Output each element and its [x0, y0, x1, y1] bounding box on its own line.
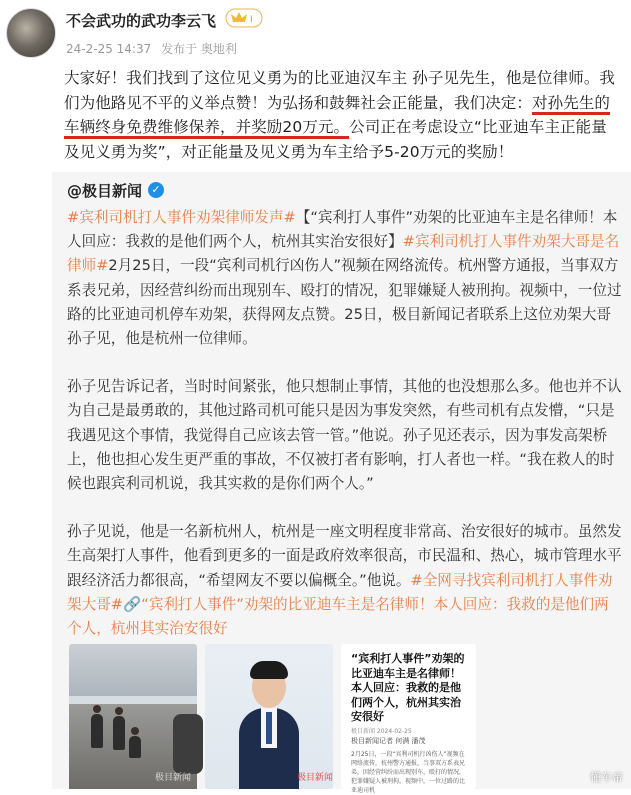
car [173, 714, 203, 774]
highlighted-text: 对孙先生的车辆终身免费维修保养，并奖励20万元。 [64, 94, 610, 140]
person-figure [113, 716, 125, 750]
repost-text-segment: 【“宾利打人事件”劝架的比亚迪车主是名律师！本人回应：我救的是他们两个人，杭州其实治安很好】 [67, 209, 618, 251]
repost-card[interactable] [52, 172, 631, 794]
repost-author[interactable]: @极目新闻 [67, 182, 143, 200]
repost-paragraph-2: 孙子见告诉记者，当时时间紧张，他只想制止事情，其他的也没想那么多。他也并不认为自己是最勇敢的，其他过路司机可能只是因为事发突然，有些司机有点发懵，“只是我遇见这个事情，我觉得自己应该去管一管。”他说。孙子见还表示，因为事发高架桥上，他也担心发生更严重的事故，不仅被打者有影响，打人者也一样。“我在救人的时候也跟宾利司机说，我其实救的是你们两个人。” [67, 378, 622, 493]
image-watermark: 极目新闻 [155, 773, 192, 783]
post-text-before: 大家好！我们找到了这位见义勇为的比亚迪汉车主 孙子见先生，他是位律师。我们为他路见不平的义举点赞！为弘扬和鼓舞社会正能量，我们决定： [64, 69, 616, 112]
hashtag-link[interactable]: #宾利司机打人事件劝架大哥是名律师# [67, 233, 620, 275]
image-watermark: 极目新闻 [297, 773, 334, 783]
corner-watermark: 懂车帝 [590, 771, 623, 784]
article-byline: 极目新闻记者 何满 潘茂 [351, 737, 426, 745]
article-screenshot-image[interactable] [341, 644, 476, 794]
post-body [64, 66, 616, 164]
article-meta: 极目新闻 2024-02-25 [351, 728, 412, 735]
post-header [0, 0, 631, 66]
repost-text-segment: 孙子见说，他是一名新杭州人，杭州是一座文明程度非常高、治安很好的城市。虽然发生高架打人事件，他看到更多的一面是政府效率很高，市民温和、热心，城市管理水平跟经济活力都很高，“希望网友不要以偏概全。”他说。 [67, 523, 622, 589]
vip-crown-icon [226, 8, 264, 28]
timestamp: 24-2-25 14:37 [66, 42, 152, 56]
svg-text:Ⅰ: Ⅰ [250, 15, 253, 25]
post-meta [66, 40, 243, 57]
person-figure [91, 714, 103, 748]
article-title: “宾利打人事件”劝架的比亚迪车主是名律师！本人回应：我救的是他们两个人，杭州其实治安很好 [351, 652, 465, 723]
hair [250, 661, 288, 679]
video-still-image[interactable] [69, 644, 197, 789]
tie [266, 712, 272, 744]
repost-text-segment: 2月25日，一段“宾利司机行凶伤人”视频在网络流传。杭州警方通报，当事双方系表兄弟，因经营纠纷而出现别车、殴打的情况，犯罪嫌疑人被刑拘。视频中，一位过路的比亚迪司机停车劝架，获得网友点赞。25日，极目新闻记者联系上这位劝架大哥孙子见，他是杭州一位律师。 [67, 257, 622, 348]
portrait-image[interactable] [205, 644, 333, 789]
person-figure [129, 736, 141, 758]
repost-text [67, 206, 623, 665]
verified-badge-icon: ✓ [148, 182, 164, 198]
hashtag-link[interactable]: #宾利司机打人事件劝架律师发声# [67, 209, 296, 226]
repost-paragraph-1 [67, 206, 623, 351]
author-name[interactable]: 不会武功的武功李云飞 [66, 12, 217, 30]
avatar[interactable] [6, 8, 56, 58]
repost-paragraph-3 [67, 520, 623, 641]
article-body: 2月25日，一段“宾利司机行凶伤人”视频在网络流传，杭州警方通报，当事双方系表兄弟，因经营纠纷而出现别车、殴打的情况，犯罪嫌疑人被刑拘。视频中，一位过路的比亚迪司机 [351, 751, 466, 794]
post-text-after: 公司正在考虑设立“比亚迪车主正能量及见义勇为奖”，对正能量及见义勇为车主给予5-20万元的奖励！ [64, 118, 607, 161]
article-link[interactable]: 🔗“宾利打人事件”劝架的比亚迪车主是名律师！本人回应：我救的是他们两个人，杭州其实治安很好 [67, 595, 609, 638]
post-source: 发布于 奥地利 [161, 42, 237, 56]
hashtag-link[interactable]: #全网寻找宾利司机打人事件劝架大哥# [67, 571, 613, 613]
